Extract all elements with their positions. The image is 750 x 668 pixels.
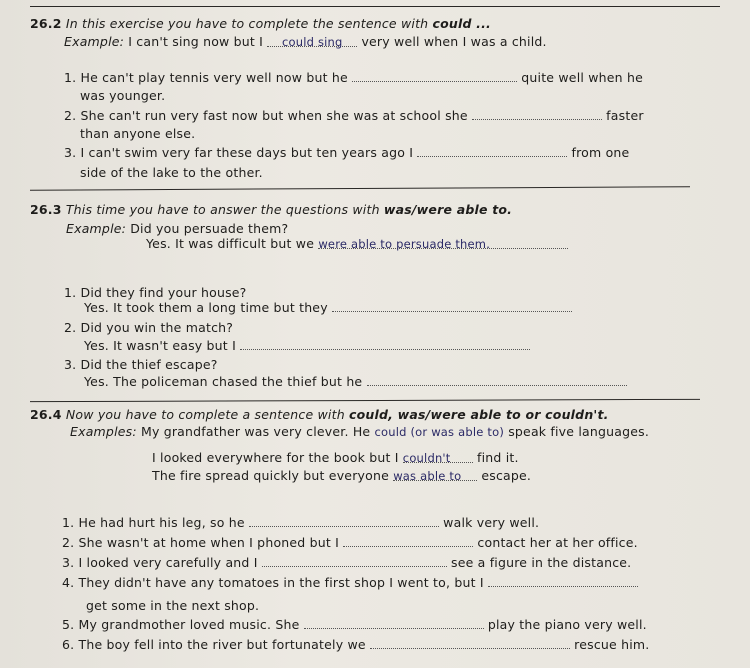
answer-blank[interactable] [352, 70, 517, 82]
section-26-3-example: Example: Did you persuade them? [66, 221, 289, 236]
section-26-2-example: Example: I can't sing now but I could sing very well when I was a child. [64, 34, 547, 49]
item-26-4-1: 1. He had hurt his leg, so he walk very well. [62, 515, 540, 530]
answer-blank[interactable] [304, 617, 484, 629]
section-26-4-heading: 26.4 Now you have to complete a sentence with could, was/were able to or couldn't. [30, 407, 609, 422]
item-26-3-2-a: Yes. It wasn't easy but I [84, 338, 530, 353]
item-26-3-1-a: Yes. It took them a long time but they [84, 300, 572, 315]
item-26-4-5: 5. My grandmother loved music. She play the piano very well. [62, 617, 647, 632]
top-rule [30, 6, 720, 7]
item-26-3-3-q: 3. Did the thief escape? [64, 357, 218, 372]
example-answer: could sing [267, 35, 357, 47]
answer-blank[interactable] [472, 108, 602, 120]
section-26-4-example-1: Examples: My grandfather was very clever. He could (or was able to) speak five languages. [70, 424, 650, 439]
item-26-2-1: 1. He can't play tennis very well now but he quite well when he [64, 70, 643, 85]
answer-blank[interactable] [367, 374, 627, 386]
answer-blank[interactable] [488, 575, 638, 587]
section-divider [30, 399, 700, 402]
item-26-4-2: 2. She wasn't at home when I phoned but I contact her at her office. [62, 535, 638, 550]
answer-blank[interactable] [417, 145, 567, 157]
answer-blank[interactable] [332, 300, 572, 312]
item-26-2-2: 2. She can't run very fast now but when she was at school she faster [64, 108, 644, 123]
item-26-3-2-q: 2. Did you win the match? [64, 320, 234, 335]
item-26-2-2-cont: than anyone else. [80, 126, 196, 141]
section-26-3-heading: 26.3 This time you have to answer the questions with was/were able to. [30, 202, 513, 217]
item-26-3-1-q: 1. Did they find your house? [64, 285, 247, 300]
section-26-4-example-3: The fire spread quickly but everyone was able to escape. [152, 468, 532, 483]
item-26-2-3: 3. I can't swim very far these days but ten years ago I from one [64, 145, 630, 160]
item-26-3-3-a: Yes. The policeman chased the thief but he [84, 374, 627, 389]
item-26-4-4-cont: get some in the next shop. [86, 598, 260, 613]
item-26-2-3-cont: side of the lake to the other. [80, 165, 263, 180]
section-26-4-example-2: I looked everywhere for the book but I couldn't find it. [152, 450, 519, 465]
item-26-4-6: 6. The boy fell into the river but fortunately we rescue him. [62, 637, 650, 652]
item-26-4-4: 4. They didn't have any tomatoes in the first shop I went to, but I [62, 575, 638, 590]
answer-blank[interactable] [240, 338, 530, 350]
answer-blank[interactable] [370, 637, 570, 649]
section-26-3-example-answer: Yes. It was difficult but we were able to persuade them. [146, 236, 568, 251]
section-divider [30, 186, 690, 190]
answer-blank[interactable] [343, 535, 473, 547]
item-26-2-1-cont: was younger. [80, 88, 166, 103]
answer-blank[interactable] [262, 555, 447, 567]
answer-blank[interactable] [249, 515, 439, 527]
item-26-4-3: 3. I looked very carefully and I see a figure in the distance. [62, 555, 632, 570]
section-26-2-heading: 26.2 In this exercise you have to complete the sentence with could ... [30, 16, 492, 31]
